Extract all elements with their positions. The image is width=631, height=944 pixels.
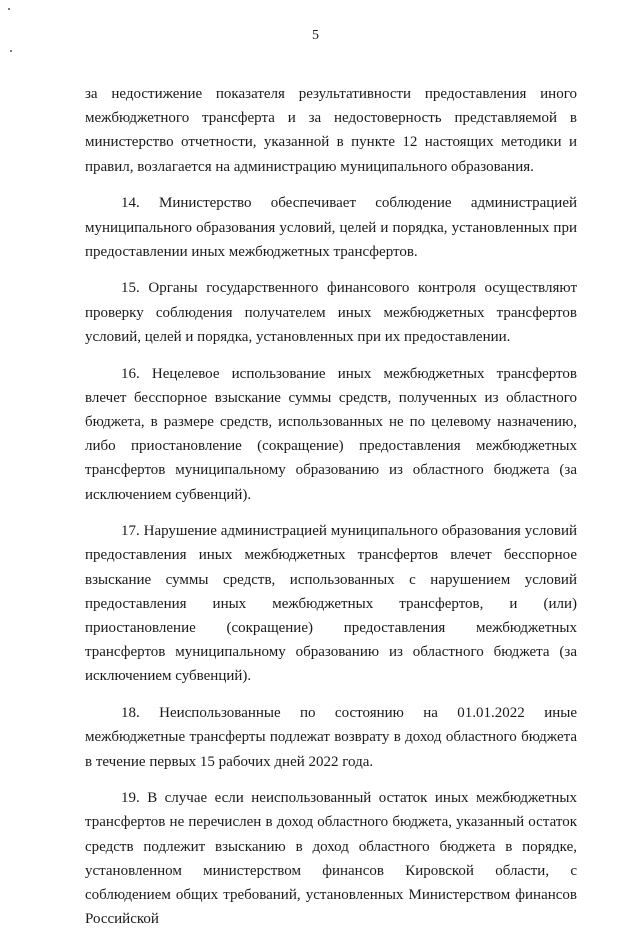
paragraph-17: 17. Нарушение администрацией муниципального образования условий предоставления иных межбюджетных трансфертов влечет бесспорное взыскание суммы средств, использованных с нарушением условий предоставления иных межбюджетных трансфертов, и (или) приостановление (сокращение) предоставления межбюджетных трансфертов муниципальному образованию из областного бюджета (за исключением субвенций). [85,523,577,685]
paragraph-16: 16. Нецелевое использование иных межбюджетных трансфертов влечет бесспорное взыскание суммы средств, полученных из областного бюджета, в размере средств, использованных не по целевому назначению, либо приостановление (сокращение) предоставления межбюджетных трансфертов муниципальному образованию из областного бюджета (за исключением субвенций). [85,365,577,503]
paragraph-18: 18. Неиспользованные по состоянию на 01.01.2022 иные межбюджетные трансферты подлежат возврату в доход областного бюджета в течение первых 15 рабочих дней 2022 года. [85,705,577,770]
document-body [85,82,577,944]
paragraph-14: 14. Министерство обеспечивает соблюдение администрацией муниципального образования условий, целей и порядка, установленных при предоставлении иных межбюджетных трансфертов. [85,195,577,260]
paragraph-continuation: за недостижение показателя результативности предоставления иного межбюджетного трансферта и за недостоверность представляемой в министерство отчетности, указанной в пункте 12 настоящих методики и правил, возлагается на администрацию муниципального образования. [85,86,577,175]
page-number: 5 [312,28,319,43]
paragraph-19: 19. В случае если неиспользованный остаток иных межбюджетных трансфертов не перечислен в доход областного бюджета, указанный остаток средств подлежит взысканию в доход областного бюджета в порядке, установленном министерством финансов Кировской области, с соблюдением общих требований, установленных Министерством финансов Российской [85,790,577,928]
paragraph-15: 15. Органы государственного финансового контроля осуществляют проверку соблюдения получателем иных межбюджетных трансфертов условий, целей и порядка, установленных при их предоставлении. [85,280,577,345]
scan-speck [10,50,12,52]
scan-speck [8,8,10,10]
